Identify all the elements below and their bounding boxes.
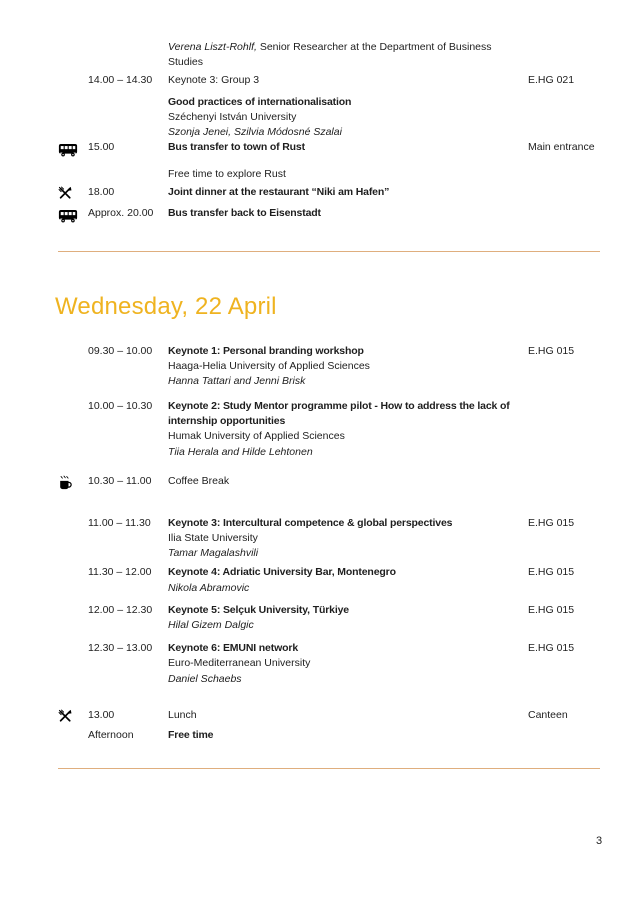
text-segment: Keynote 3: Group 3 [168,74,260,87]
text-segment: Euro-Mediterranean University [168,657,311,670]
text-segment: Lunch [168,708,197,721]
event-time: 15.00 [88,141,115,154]
event-time: 11.30 – 12.00 [88,566,152,579]
schedule-row [58,206,600,224]
event-line [168,359,528,374]
event-time [88,95,168,110]
coffee-icon [58,474,88,492]
event-location: E.HG 015 [528,344,575,357]
icon-spacer [58,73,88,88]
schedule-row [58,603,600,633]
text-segment: Senior Researcher at the Department of Business [256,41,492,53]
dining-icon [58,185,88,200]
event-line [168,565,528,580]
event-location: E.HG 015 [528,642,575,655]
event-time: 10.30 – 11.00 [88,474,152,487]
event-details [168,40,528,70]
text-segment: Hanna Tattari and Jenni Brisk [168,374,306,387]
event-line [168,708,528,723]
event-time: 11.00 – 11.30 [88,516,151,529]
event-details [168,474,528,489]
schedule-row [58,399,600,460]
event-details [168,565,528,595]
event-time: 13.00 [88,708,115,721]
event-line [168,546,528,561]
event-details [168,516,528,562]
schedule-row [58,344,600,390]
event-details [168,185,528,200]
text-segment: Keynote 3: Intercultural competence & global perspectives [168,516,453,529]
icon-spacer [58,344,88,359]
event-line [168,656,528,671]
event-line [168,40,528,55]
event-time [88,167,168,182]
text-segment: Keynote 5: Selçuk University, Türkiye [168,603,349,616]
event-details [168,167,528,182]
schedule-row [58,474,600,492]
event-time: 12.30 – 13.00 [88,642,153,655]
event-location [528,185,600,200]
day-heading: Wednesday, 22 April [55,292,277,320]
text-segment: Keynote 1: Personal branding workshop [168,344,364,357]
text-segment: Ilia State University [168,532,258,545]
schedule-row [58,565,600,595]
icon-spacer [58,95,88,110]
section-tuesday-continuation [58,40,600,252]
icon-spacer [58,40,88,55]
text-segment: internship opportunities [168,415,286,428]
event-line [168,641,528,656]
schedule-row [58,185,600,200]
event-location [528,206,600,221]
event-line [168,344,528,359]
event-time: Afternoon [88,728,134,741]
event-details [168,399,528,460]
event-line [168,399,528,414]
event-line [168,581,528,596]
event-location: E.HG 015 [528,603,575,616]
event-line [168,167,528,182]
schedule-sections [55,40,600,769]
event-line [168,414,528,429]
event-line [168,672,528,687]
schedule-row [58,167,600,182]
text-segment: Nikola Abramovic [168,581,250,594]
icon-spacer [58,641,88,656]
event-details [168,708,528,723]
text-segment: Keynote 4: Adriatic University Bar, Montenegro [168,566,396,579]
section-wednesday [55,292,600,770]
bus-icon [58,140,88,158]
event-line [168,728,528,743]
event-location: E.HG 021 [528,74,575,87]
event-location: E.HG 015 [528,516,575,529]
schedule-row [58,708,600,723]
text-segment: Bus transfer to town of Rust [168,141,305,154]
event-location: Main entrance [528,141,595,154]
event-line [168,95,528,110]
text-segment: Verena Liszt-Rohlf, [168,41,257,53]
text-segment: Tiia Herala and Hilde Lehtonen [168,445,313,458]
text-segment: Tamar Magalashvili [168,547,259,560]
icon-spacer [58,728,88,743]
event-line [168,429,528,444]
event-line [168,185,528,200]
text-segment: Good practices of internationalisation [168,95,352,108]
text-segment: Free time [168,728,214,741]
schedule-row [58,95,600,141]
event-time [88,40,168,55]
event-line [168,618,528,633]
text-segment: Free time to explore Rust [168,168,286,181]
text-segment: Studies [168,56,204,69]
bus-icon [58,206,88,224]
icon-spacer [58,399,88,414]
schedule-row [58,40,600,70]
event-line [168,55,528,70]
page-number: 3 [596,835,603,847]
event-line [168,516,528,531]
schedule-row [58,641,600,687]
event-location: Canteen [528,708,568,721]
event-location [528,474,600,489]
event-location [528,728,600,743]
section-divider [58,251,600,252]
text-segment: Daniel Schaebs [168,672,242,685]
schedule-row [58,73,600,88]
text-segment: Szonja Jenei, Szilvia Módosné Szalai [168,125,342,138]
event-line [168,125,528,140]
event-details [168,140,528,155]
event-line [168,531,528,546]
event-line [168,206,528,221]
text-segment: Bus transfer back to Eisenstadt [168,206,321,219]
event-line [168,445,528,460]
text-segment: Keynote 6: EMUNI network [168,642,299,655]
text-segment: Keynote 2: Study Mentor programme pilot - How to address the lack of [168,400,510,413]
event-location: E.HG 015 [528,566,575,579]
event-time: 12.00 – 12.30 [88,603,153,616]
event-location [528,95,600,110]
text-segment: Coffee Break [168,474,230,487]
event-time: Approx. 20.00 [88,206,154,219]
event-line [168,474,528,489]
event-location [528,167,600,182]
icon-spacer [58,603,88,618]
text-segment: Joint dinner at the restaurant “Niki am Hafen” [168,186,390,199]
icon-spacer [58,167,88,182]
schedule-row [58,140,600,158]
icon-spacer [58,516,88,531]
event-location [528,399,600,414]
schedule-row [58,728,600,743]
schedule-row [58,516,600,562]
event-details [168,603,528,633]
event-time: 14.00 – 14.30 [88,74,153,87]
event-details [168,728,528,743]
text-segment: Széchenyi István University [168,110,297,123]
event-line [168,603,528,618]
text-segment: Haaga-Helia University of Applied Sciences [168,359,370,372]
event-time: 10.00 – 10.30 [88,400,153,413]
event-line [168,110,528,125]
event-details [168,95,528,141]
event-details [168,641,528,687]
event-line [168,140,528,155]
section-divider [58,768,600,769]
event-time: 09.30 – 10.00 [88,344,153,357]
event-line [168,374,528,389]
icon-spacer [58,565,88,580]
dining-icon [58,708,88,723]
event-details [168,344,528,390]
event-details [168,206,528,221]
event-details [168,73,528,88]
event-time: 18.00 [88,186,115,199]
text-segment: Humak University of Applied Sciences [168,430,345,443]
event-location [528,40,600,55]
event-line [168,73,528,88]
text-segment: Hilal Gizem Dalgic [168,618,254,631]
